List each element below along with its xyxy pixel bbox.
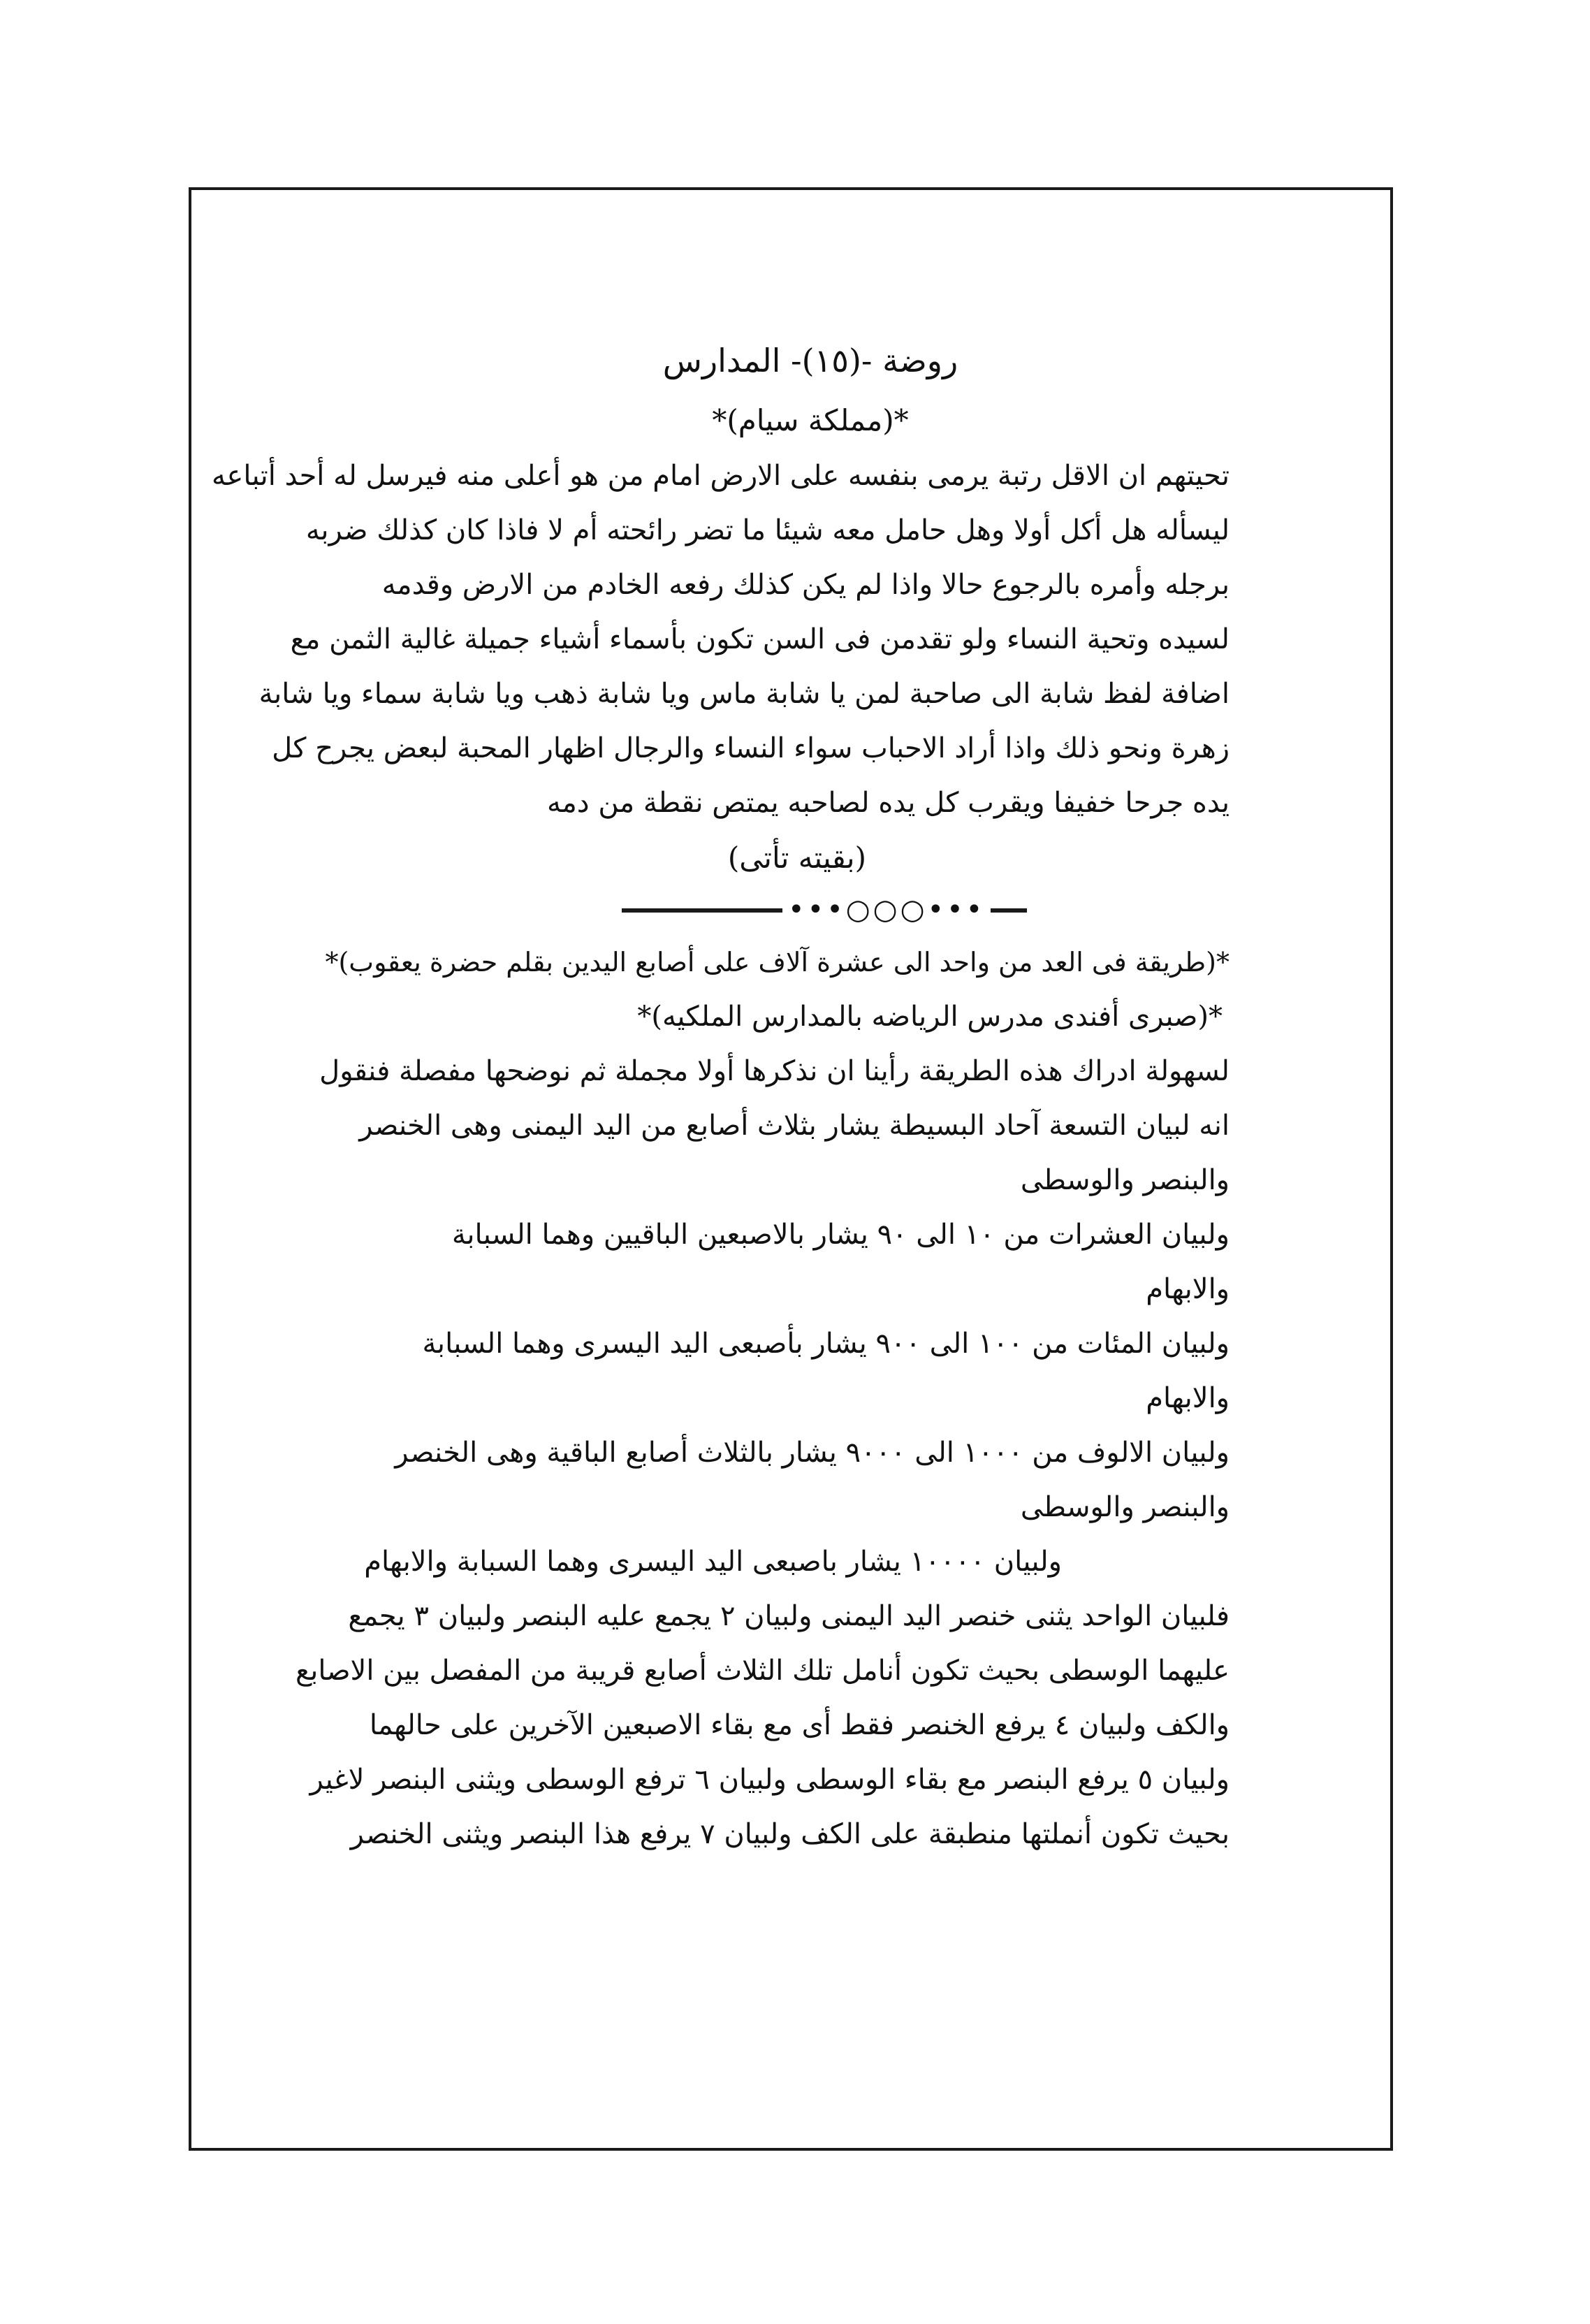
text-line: والابهام [1146,1382,1230,1414]
text-line: ليسأله هل أكل أولا وهل حامل معه شيئا ما تضر رائحته أم لا فاذا كان كذلك ضربه [305,514,1230,546]
text-line: ولبيان المئات من ١٠٠ الى ٩٠٠ يشار بأصبعى اليد اليسرى وهما السبابة [422,1328,1230,1360]
document-body [212,328,1230,1861]
text-line: لسهولة ادراك هذه الطريقة رأينا ان نذكرها أولا مجملة ثم نوضحها مفصلة فنقول [319,1055,1230,1087]
text-line: ولبيان ١٠٠٠٠ يشار باصبعى اليد اليسرى وهما السبابة والابهام [364,1546,1062,1578]
article2-paragraph [295,1044,1230,1861]
text-line: فلبيان الواحد يثنى خنصر اليد اليمنى ولبيان ٢ يجمع عليه البنصر ولبيان ٣ يجمع [348,1600,1230,1632]
text-line: اضافة لفظ شابة الى صاحبة لمن يا شابة ماس ويا شابة ذهب ويا شابة سماء ويا شابة [258,678,1230,710]
text-line: زهرة ونحو ذلك واذا أراد الاحباب سواء النساء والرجال اظهار المحبة لبعض يجرح كل [272,732,1230,764]
to-be-continued-note: (بقيته تأتى) [727,841,866,875]
text-line: والكف ولبيان ٤ يرفع الخنصر فقط أى مع بقاء الاصبعين الآخرين على حالهما [369,1709,1230,1741]
text-line: بحيث تكون أنملتها منطبقة على الكف ولبيان ٧ يرفع هذا البنصر ويثنى الخنصر [350,1818,1230,1850]
text-line: ولبيان الالوف من ١٠٠٠ الى ٩٠٠٠ يشار بالثلاث أصابع الباقية وهى الخنصر [395,1437,1230,1469]
text-line: والبنصر والوسطى [1020,1164,1230,1196]
article2-title: *(طريقة فى العد من واحد الى عشرة آلاف على أصابع اليدين بقلم حضرة يعقوب)* [325,947,1230,978]
text-line: ولبيان العشرات من ١٠ الى ٩٠ يشار بالاصبعين الباقيين وهما السبابة [451,1219,1230,1251]
article1-subtitle: *(مملكة سيام)* [712,403,909,437]
text-line: والابهام [1146,1273,1230,1305]
text-line: عليهما الوسطى بحيث تكون أنامل تلك الثلاث أصابع قريبة من المفصل بين الاصابع [295,1655,1230,1687]
article2-author: *(صبرى أفندى مدرس الرياضه بالمدارس الملكيه)* [637,1001,1223,1033]
text-line: يده جرحا خفيفا ويقرب كل يده لصاحبه يمتص نقطة من دمه [546,787,1230,819]
text-line: لسيده وتحية النساء ولو تقدمن فى السن تكون بأسماء أشياء جميلة غالية الثمن مع [290,623,1230,655]
text-line: انه لبيان التسعة آحاد البسيطة يشار بثلاث أصابع من اليد اليمنى وهى الخنصر [359,1110,1230,1142]
text-line: برجله وأمره بالرجوع حالا واذا لم يكن كذلك رفعه الخادم من الارض وقدمه [381,569,1230,601]
text-line: والبنصر والوسطى [1020,1491,1230,1523]
page-title: روضة -(١٥)- المدارس [662,342,958,379]
article1-paragraph [212,449,1230,830]
text-line: ولبيان ٥ يرفع البنصر مع بقاء الوسطى ولبيان ٦ ترفع الوسطى ويثنى البنصر لاغير [309,1764,1230,1796]
text-line: تحيتهم ان الاقل رتبة يرمى بنفسه على الارض امام من هو أعلى منه فيرسل له أحد أتباعه [212,460,1230,492]
divider-ornament: •••○○○••• [782,896,991,924]
section-divider [391,886,1230,935]
